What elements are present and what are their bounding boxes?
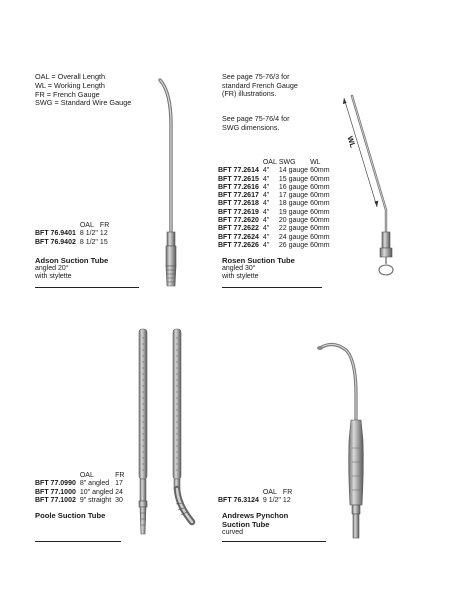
poole-suction-tube-angled-image — [173, 329, 192, 522]
column-header-oal: OAL — [79, 472, 94, 479]
catalog-code: BFT 76.9402 — [35, 238, 76, 246]
product-title: Poole Suction Tube — [35, 511, 106, 520]
product-title: Suction Tube — [222, 520, 270, 529]
adson-spec-table — [35, 222, 111, 247]
oal-value: 8" angled — [79, 480, 110, 488]
wl-value: 60mm — [310, 167, 330, 175]
wl-value: 60mm — [310, 192, 330, 200]
product-title: Rosen Suction Tube — [222, 256, 295, 265]
swg-value: 26 gauge — [278, 241, 309, 249]
column-header-wl: WL — [310, 159, 321, 166]
note-line: (FR) illustrations. — [222, 89, 277, 99]
table-row — [218, 234, 332, 242]
swg-value: 18 gauge — [278, 200, 309, 208]
andrews-spec-table — [218, 489, 294, 506]
adson-suction-tube-image — [160, 80, 176, 286]
wl-value: 60mm — [310, 175, 330, 183]
catalog-code: BFT 77.2618 — [218, 200, 259, 208]
catalog-code: BFT 77.2619 — [218, 208, 259, 216]
table-row — [35, 230, 111, 238]
wl-value: 60mm — [310, 225, 330, 233]
andrews-pynchon-tube-image — [317, 344, 363, 538]
swg-value: 17 gauge — [278, 192, 309, 200]
wl-value: 60mm — [310, 200, 330, 208]
table-row — [35, 239, 111, 247]
rosen-spec-table — [218, 159, 332, 250]
table-header-row — [218, 159, 332, 167]
oal-value: 9 1/2" — [262, 497, 281, 505]
note-line: See page 75-76/3 for — [222, 72, 290, 81]
fr-value: 15 — [99, 238, 108, 246]
catalog-code: BFT 77.2622 — [218, 225, 259, 233]
poole-suction-tube-straight-image — [139, 329, 147, 534]
fr-value: 17 — [115, 480, 123, 488]
catalog-code: BFT 77.2624 — [218, 233, 259, 241]
oal-value: 4" — [262, 200, 270, 208]
oal-value: 4" — [262, 225, 270, 233]
legend-line: WL = Working Length — [35, 80, 105, 90]
note-line: SWG dimensions. — [222, 122, 280, 132]
adson-caption — [35, 256, 108, 282]
rosen-caption — [222, 256, 295, 282]
catalog-code: BFT 77.2626 — [218, 241, 259, 249]
column-header-fr: FR — [99, 222, 110, 229]
table-row — [218, 167, 332, 175]
oal-value: 9" straight — [79, 496, 112, 504]
column-header-oal: OAL — [262, 489, 277, 496]
catalog-code: BFT 76.3124 — [218, 497, 259, 505]
swg-value: 22 gauge — [278, 225, 309, 233]
swg-value: 19 gauge — [278, 208, 309, 216]
table-row — [218, 184, 332, 192]
column-header-oal: OAL — [262, 159, 277, 166]
table-row — [218, 200, 332, 208]
table-row — [218, 217, 332, 225]
swg-value: 24 gauge — [278, 233, 309, 241]
table-row — [35, 489, 126, 497]
legend-line: OAL = Overall Length — [35, 72, 106, 81]
table-row — [218, 225, 332, 233]
oal-value: 4" — [262, 183, 270, 191]
oal-value: 8 1/2" — [79, 230, 98, 238]
table-header-row — [218, 489, 294, 497]
table-row — [218, 242, 332, 250]
section-divider — [35, 541, 121, 542]
column-header-swg: SWG — [278, 159, 296, 166]
table-header-row — [35, 472, 126, 480]
product-title: Andrews Pynchon — [222, 511, 289, 520]
note-line: standard French Gauge — [222, 80, 298, 90]
section-divider — [222, 541, 326, 542]
andrews-caption — [222, 511, 288, 537]
oal-value: 10" angled — [79, 488, 114, 496]
rosen-suction-tube-image — [343, 96, 393, 275]
oal-value: 4" — [262, 208, 270, 216]
catalog-code: BFT 77.2616 — [218, 183, 259, 191]
table-row — [218, 209, 332, 217]
column-header-fr: FR — [115, 472, 125, 479]
catalog-code: BFT 77.2617 — [218, 192, 259, 200]
catalog-code: BFT 77.1002 — [35, 496, 76, 504]
poole-caption — [35, 511, 105, 520]
swg-value: 14 gauge — [278, 167, 309, 175]
oal-value: 4" — [262, 167, 270, 175]
column-header-fr: FR — [282, 489, 293, 496]
product-subtitle: angled 30° — [222, 265, 256, 272]
swg-value: 15 gauge — [278, 175, 309, 183]
note-line: See page 75-76/4 for — [222, 114, 290, 123]
wl-value: 60mm — [310, 183, 330, 191]
product-subtitle: curved — [222, 529, 244, 536]
catalog-code: BFT 77.1000 — [35, 488, 76, 496]
product-title: Adson Suction Tube — [35, 256, 109, 265]
table-header-row — [35, 222, 111, 230]
oal-value: 4" — [262, 233, 270, 241]
swg-value: 16 gauge — [278, 183, 309, 191]
oal-value: 4" — [262, 192, 270, 200]
oal-value: 4" — [262, 217, 270, 225]
table-row — [218, 176, 332, 184]
wl-value: 60mm — [310, 217, 330, 225]
column-header-oal: OAL — [79, 222, 94, 229]
oal-value: 4" — [262, 241, 270, 249]
wl-value: 60mm — [310, 208, 330, 216]
table-row — [218, 497, 294, 505]
catalog-code: BFT 77.0990 — [35, 480, 76, 488]
section-divider — [222, 287, 322, 288]
fr-value: 30 — [115, 496, 123, 504]
product-subtitle: angled 20° — [35, 265, 69, 272]
legend-line: SWG = Standard Wire Gauge — [35, 98, 132, 108]
working-length-marker: WL — [345, 135, 358, 149]
legend-line: FR = French Gauge — [35, 89, 100, 99]
fr-value: 12 — [282, 497, 291, 505]
wl-value: 60mm — [310, 233, 330, 241]
product-subtitle: with stylette — [35, 273, 72, 281]
catalog-code: BFT 77.2620 — [218, 217, 259, 225]
oal-value: 8 1/2" — [79, 238, 98, 246]
product-subtitle: with stylette — [222, 273, 259, 281]
catalog-code: BFT 77.2614 — [218, 167, 259, 175]
table-row — [35, 480, 126, 488]
wl-value: 60mm — [310, 241, 330, 249]
section-divider — [35, 287, 139, 288]
catalog-code: BFT 76.9401 — [35, 230, 76, 238]
fr-value: 24 — [115, 488, 123, 496]
catalog-code: BFT 77.2615 — [218, 175, 259, 183]
fr-value: 12 — [99, 230, 108, 238]
table-row — [35, 497, 126, 505]
swg-value: 20 gauge — [278, 217, 309, 225]
table-row — [218, 192, 332, 200]
oal-value: 4" — [262, 175, 270, 183]
poole-spec-table — [35, 472, 126, 505]
